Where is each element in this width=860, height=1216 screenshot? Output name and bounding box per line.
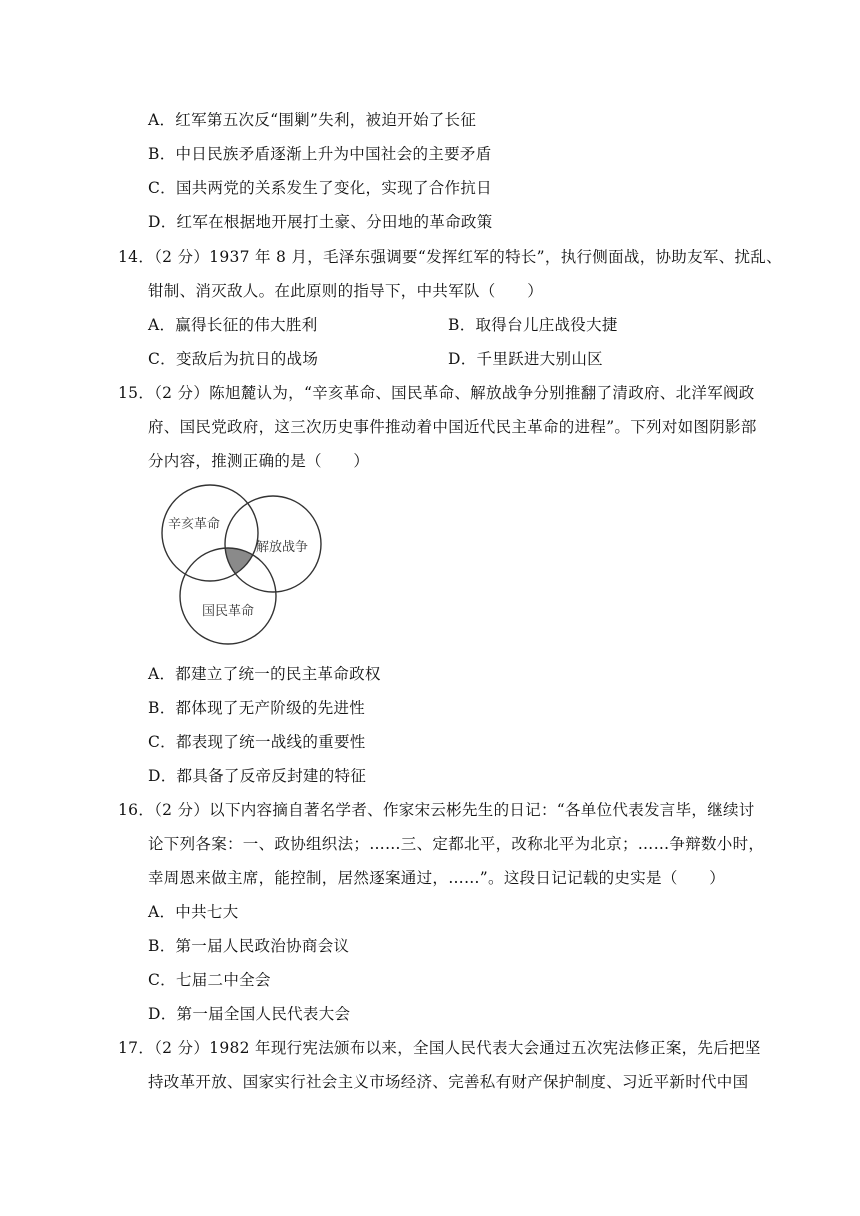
q14-option-b: B．取得台儿庄战役大捷 (448, 316, 618, 334)
q16-stem-line-2: 论下列各案：一、政协组织法；……三、定都北平，改称北平为北京；……争辩数小时， (148, 835, 765, 853)
q16-stem-line-1: 16．（2 分）以下内容摘自著名学者、作家宋云彬先生的日记：“各单位代表发言毕，继续讨 (118, 801, 755, 819)
venn-label-guomin: 国民革命 (202, 604, 255, 619)
venn-label-jiefang: 解放战争 (256, 540, 309, 555)
q13-option-d: D．红军在根据地开展打土豪、分田地的革命政策 (148, 213, 493, 231)
q16-option-d: D．第一届全国人民代表大会 (148, 1005, 351, 1023)
q16-option-c: C．七届二中全会 (148, 971, 271, 989)
q15-option-b: B．都体现了无产阶级的先进性 (148, 699, 366, 717)
q16-option-a: A．中共七大 (148, 903, 239, 921)
venn-diagram (150, 482, 340, 652)
q15-stem-line-2: 府、国民党政府，这三次历史事件推动着中国近代民主革命的进程”。下列对如图阴影部 (148, 418, 757, 436)
q15-stem-line-1: 15．（2 分）陈旭麓认为，“辛亥革命、国民革命、解放战争分别推翻了清政府、北洋军阀政 (118, 384, 755, 402)
q16-stem-line-3: 幸周恩来做主席，能控制，居然逐案通过，……”。这段日记记载的史实是（ ） (148, 869, 726, 887)
q14-option-a: A．赢得长征的伟大胜利 (148, 316, 318, 334)
q15-option-a: A．都建立了统一的民主革命政权 (148, 665, 381, 683)
q14-option-d: D．千里跃进大别山区 (448, 350, 603, 368)
q15-stem-line-3: 分内容，推测正确的是（ ） (148, 452, 370, 470)
q16-option-b: B．第一届人民政治协商会议 (148, 937, 350, 955)
q15-option-d: D．都具备了反帝反封建的特征 (148, 767, 367, 785)
q17-stem-line-2: 持改革开放、国家实行社会主义市场经济、完善私有财产保护制度、习近平新时代中国 (148, 1073, 749, 1091)
q17-stem-line-1: 17．（2 分）1982 年现行宪法颁布以来，全国人民代表大会通过五次宪法修正案，先后把坚 (118, 1039, 761, 1057)
q14-stem-line-2: 钳制、消灭敌人。在此原则的指导下，中共军队（ ） (148, 282, 544, 300)
q15-option-c: C．都表现了统一战线的重要性 (148, 733, 366, 751)
q14-option-c: C．变敌后为抗日的战场 (148, 350, 319, 368)
q14-stem-line-1: 14．（2 分）1937 年 8 月，毛泽东强调要“发挥红军的特长”，执行侧面战，协助友军、扰乱、 (118, 248, 782, 266)
venn-label-xinhai: 辛亥革命 (168, 517, 221, 532)
q13-option-a: A．红军第五次反“围剿”失利，被迫开始了长征 (148, 111, 477, 129)
venn-circle-xinhai (162, 485, 258, 581)
q13-option-b: B．中日民族矛盾逐渐上升为中国社会的主要矛盾 (148, 145, 492, 163)
q13-option-c: C．国共两党的关系发生了变化，实现了合作抗日 (148, 179, 492, 197)
